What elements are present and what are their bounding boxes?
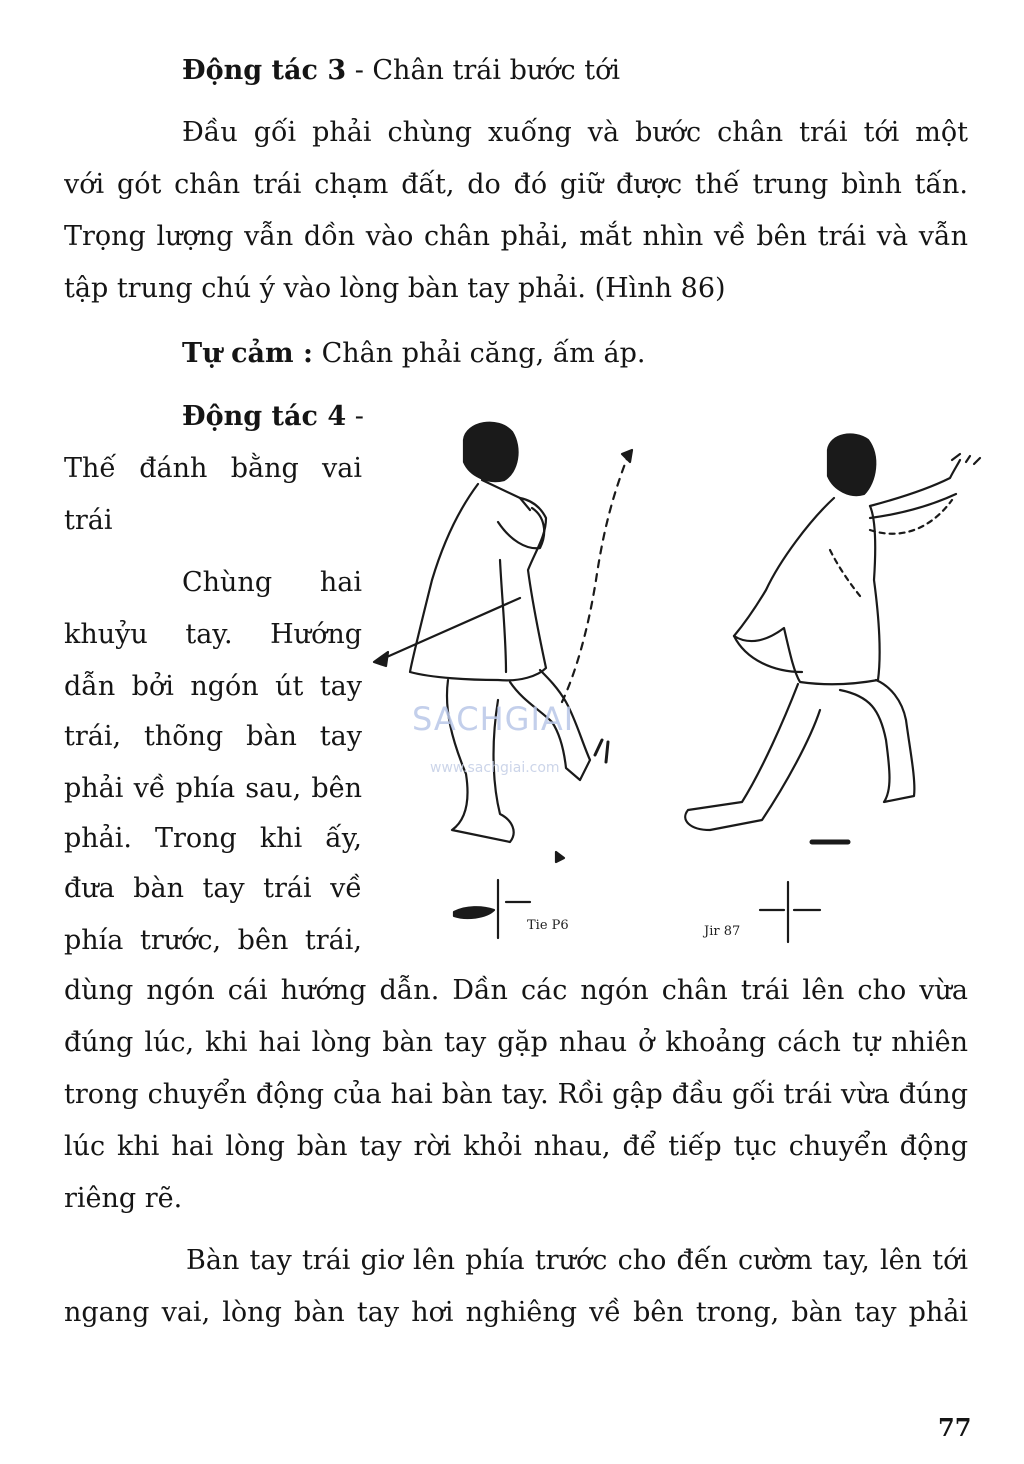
fig86-footprint-shoe: [454, 907, 494, 918]
figures-86-87: [370, 410, 990, 950]
fig86-heel-mark: [595, 740, 608, 762]
fig87-hand-mark: [952, 454, 980, 464]
section4-left-line-8: phải. Trong khi ấy,: [64, 823, 362, 854]
figure-86-caption: Tie P6: [527, 918, 569, 933]
section4-full-line-3: trong chuyển động của hai bàn tay. Rồi gập đầu gối trái vừa đúng: [64, 1079, 968, 1110]
fig87-head: [828, 435, 875, 495]
section3-heading: [182, 54, 620, 88]
section4-heading-rest: -: [346, 401, 364, 432]
fig87-back-leg: [685, 684, 820, 830]
page-number: 77: [938, 1413, 972, 1442]
fig86-motion-path: [562, 456, 628, 702]
figure-87-caption: Jir 87: [704, 924, 741, 939]
footprint-diagrams: [454, 880, 820, 942]
figure-86-illustration: [374, 423, 632, 862]
fig86-inner-line: [500, 560, 506, 672]
fig86-arrowhead-top: [622, 450, 632, 462]
fig86-head: [464, 423, 518, 481]
section4-left-line-7: phải về phía sau, bên: [64, 773, 362, 804]
fig86-arrow-line: [380, 598, 520, 660]
fig86-sleeve: [498, 508, 544, 548]
section4-left-line-4: khuỷu tay. Hướng: [64, 619, 362, 650]
section4-heading-bold: Động tác 4: [182, 401, 347, 432]
section3-feel-rest: Chân phải căng, ấm áp.: [313, 338, 646, 369]
fig87-arm-left: [870, 460, 960, 518]
section3-line-4: tập trung chú ý vào lòng bàn tay phải. (Hình 86): [64, 273, 726, 304]
figure-87-illustration: [685, 435, 980, 842]
watermark-url: www.sachgiai.com: [430, 760, 560, 776]
section3-heading-bold: Động tác 3: [182, 55, 347, 86]
fig86-jacket: [410, 484, 546, 680]
fig86-arrowhead-left: [374, 652, 388, 666]
fig86-collar: [482, 480, 530, 510]
section3-line-2: với gót chân trái chạm đất, do đó giữ được thế trung bình tấn.: [64, 169, 968, 200]
section4-left-line-5: dẫn bởi ngón út tay: [64, 671, 362, 702]
fig87-front-leg: [840, 680, 914, 802]
section3-feel-bold: Tự cảm :: [182, 338, 313, 369]
section3-feel: [182, 337, 645, 371]
section4-left-line-2: trái: [64, 505, 113, 536]
watermark-brand: SACHGIAI: [412, 700, 575, 738]
section3-heading-rest: - Chân trái bước tới: [346, 55, 620, 86]
section4-last-line: riêng rẽ.: [64, 1183, 183, 1214]
section4-left-line-6: trái, thõng bàn tay: [64, 721, 362, 752]
fig87-dashed-back: [830, 550, 860, 596]
section4-heading: [182, 400, 364, 434]
fig86-ground-mark: [556, 852, 564, 862]
section3-line-1: Đầu gối phải chùng xuống và bước chân trái tới một: [182, 117, 968, 148]
section3-line-3: Trọng lượng vẫn dồn vào chân phải, mắt nhìn về bên trái và vẫn: [64, 221, 968, 252]
section4-full-line-4: lúc khi hai lòng bàn tay rời khỏi nhau, để tiếp tục chuyển động: [64, 1131, 968, 1162]
section4-full-line-1: dùng ngón cái hướng dẫn. Dần các ngón chân trái lên cho vừa: [64, 975, 968, 1006]
fig87-jacket: [734, 498, 880, 684]
section4-left-line-3: Chùng hai: [182, 567, 362, 598]
section4-left-line-1: Thế đánh bằng vai: [64, 453, 362, 484]
section5-line-2: ngang vai, lòng bàn tay hơi nghiêng về bên trong, bàn tay phải: [64, 1297, 968, 1328]
section5-line-1: Bàn tay trái giơ lên phía trước cho đến cườm tay, lên tới: [186, 1245, 968, 1276]
section4-full-line-2: đúng lúc, khi hai lòng bàn tay gặp nhau ở khoảng cách tự nhiên: [64, 1027, 968, 1058]
section4-left-line-9: đưa bàn tay trái về: [64, 873, 362, 904]
section4-left-line-10: phía trước, bên trái,: [64, 925, 362, 956]
